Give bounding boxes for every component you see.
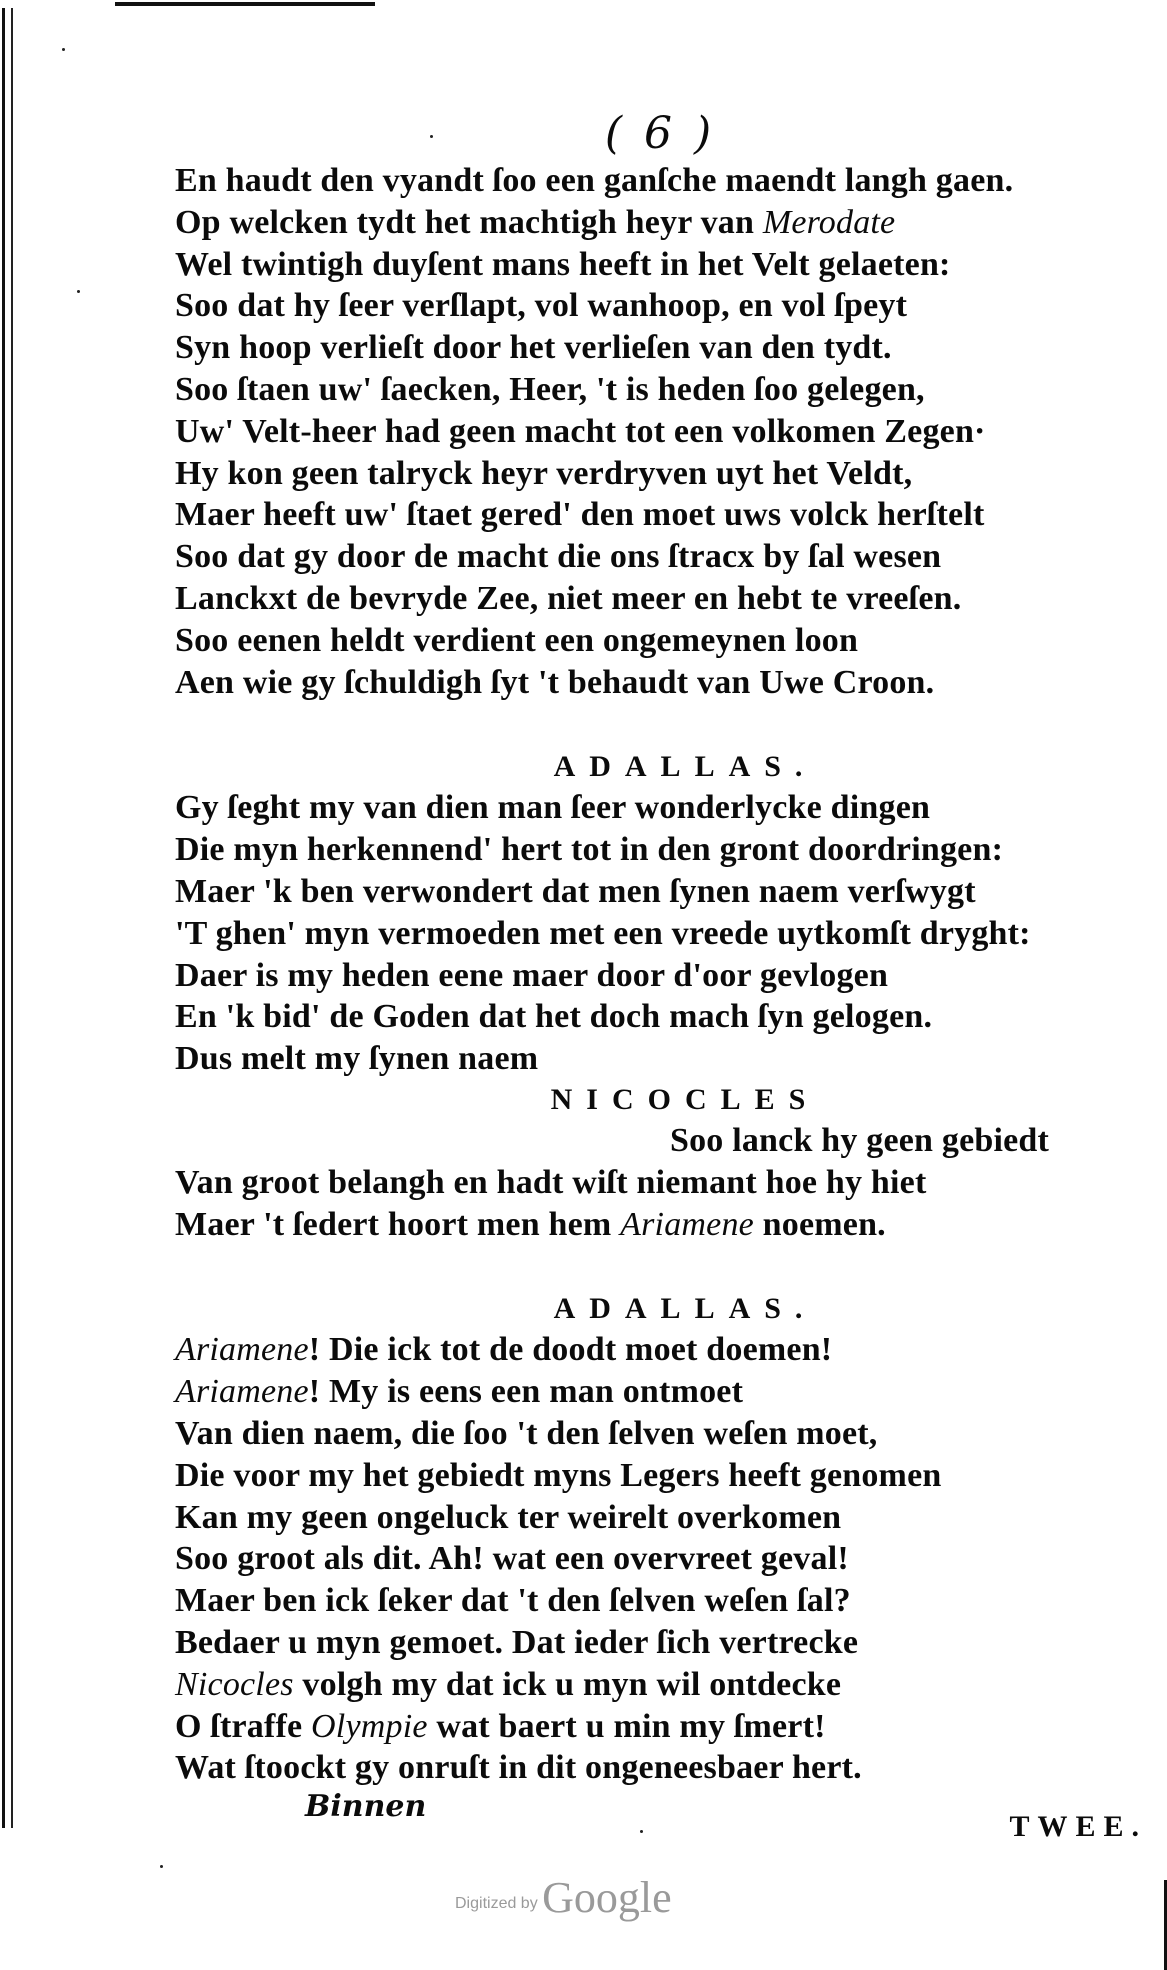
verse-line: En 'k bid' de Goden dat het doch mach ſyn gelogen.	[175, 998, 933, 1036]
verse-line: Soo ſtaen uw' ſaecken, Heer, 't is heden ſoo gelegen,	[175, 370, 925, 408]
proper-name: Nicocles	[175, 1665, 294, 1703]
verse-line: Soo dat gy door de macht die ons ſtracx by ſal wesen	[175, 538, 942, 576]
verse-line: Daer is my heden eene maer door d'oor gevlogen	[175, 956, 889, 994]
verse-line: O ſtraffe Olympie wat baert u min my ſmert!	[175, 1707, 826, 1745]
speaker-name: ADALLAS.	[553, 750, 817, 784]
verse-line: Aen wie gy ſchuldigh ſyt 't behaudt van Uwe Croon.	[175, 663, 935, 701]
verse-line: Soo eenen heldt verdient een ongemeynen loon	[175, 621, 859, 659]
verse-line: Gy ſeght my van dien man ſeer wonderlycke dingen	[175, 789, 931, 827]
verse-line: Soo groot als dit. Ah! wat een overvreet geval!	[175, 1540, 849, 1578]
digitized-by-google-watermark	[455, 1872, 672, 1923]
verse-line: Maer ben ick ſeker dat 't den ſelven weſen ſal?	[175, 1582, 851, 1620]
catchword: TWEE.	[1009, 1810, 1147, 1843]
page-edge-left	[2, 8, 13, 1828]
verse-line: Lanckxt de bevryde Zee, niet meer en hebt te vreeſen.	[175, 579, 962, 617]
verse-line: Kan my geen ongeluck ter weirelt overkomen	[175, 1498, 842, 1536]
verse-line: Ariamene! Die ick tot de doodt moet doemen!	[175, 1331, 833, 1369]
verse-line: Ariamene! My is eens een man ontmoet	[175, 1373, 744, 1411]
verse-line: Van groot belangh en hadt wiſt niemant hoe hy hiet	[175, 1163, 927, 1201]
verse-line: Hy kon geen talryck heyr verdryven uyt het Veldt,	[175, 454, 913, 492]
proper-name: Merodate	[762, 203, 896, 241]
page-number: ( 6 )	[604, 108, 716, 159]
verse-line: Uw' Velt-heer had geen macht tot een volkomen Zegen·	[175, 412, 986, 450]
verse-line: Syn hoop verlieſt door het verlieſen van den tydt.	[175, 329, 892, 367]
verse-line: Dus melt my ſynen naem	[175, 1040, 539, 1078]
stage-direction: Binnen	[305, 1789, 427, 1825]
proper-name: Ariamene	[620, 1205, 754, 1243]
verse-line: Soo lanck hy geen gebiedt	[670, 1121, 1050, 1159]
verse-line: Nicocles volgh my dat ick u myn wil ontdecke	[175, 1665, 842, 1703]
verse-line: Die myn herkennend' hert tot in den gront doordringen:	[175, 831, 1004, 869]
verse-line: Maer 'k ben verwondert dat men ſynen naem verſwygt	[175, 872, 976, 910]
verse-line: Bedaer u myn gemoet. Dat ieder ſich vertrecke	[175, 1623, 859, 1661]
verse-line: Maer 't ſedert hoort men hem Ariamene noemen.	[175, 1205, 886, 1243]
verse-line: Soo dat hy ſeer verſlapt, vol wanhoop, en vol ſpeyt	[175, 287, 908, 325]
proper-name: Ariamene	[175, 1373, 309, 1411]
proper-name: Olympie	[311, 1707, 428, 1745]
page-edge-top	[115, 2, 375, 6]
verse-line: 'T ghen' myn vermoeden met een vreede uytkomſt dryght:	[175, 914, 1031, 952]
verse-line: En haudt den vyandt ſoo een ganſche maendt langh gaen.	[175, 162, 1014, 199]
watermark-brand: Google	[542, 1873, 672, 1922]
verse-line: Op welcken tydt het machtigh heyr van Merodate	[175, 203, 896, 241]
verse-line: Van dien naem, die ſoo 't den ſelven weſen moet,	[175, 1414, 878, 1452]
verse-line: Wat ſtoockt gy onruſt in dit ongeneesbaer hert.	[175, 1749, 862, 1787]
watermark-prefix: Digitized by	[455, 1895, 538, 1912]
verse-line: Maer heeft uw' ſtaet gered' den moet uws volck herſtelt	[175, 496, 985, 534]
proper-name: Ariamene	[175, 1331, 309, 1369]
play-text	[175, 160, 1165, 1825]
verse-line: Wel twintigh duyſent mans heeft in het Velt gelaeten:	[175, 245, 951, 283]
verse-line: Die voor my het gebiedt myns Legers heeft genomen	[175, 1456, 942, 1494]
speaker-name: NICOCLES	[550, 1082, 820, 1116]
speaker-name: ADALLAS.	[553, 1292, 817, 1326]
